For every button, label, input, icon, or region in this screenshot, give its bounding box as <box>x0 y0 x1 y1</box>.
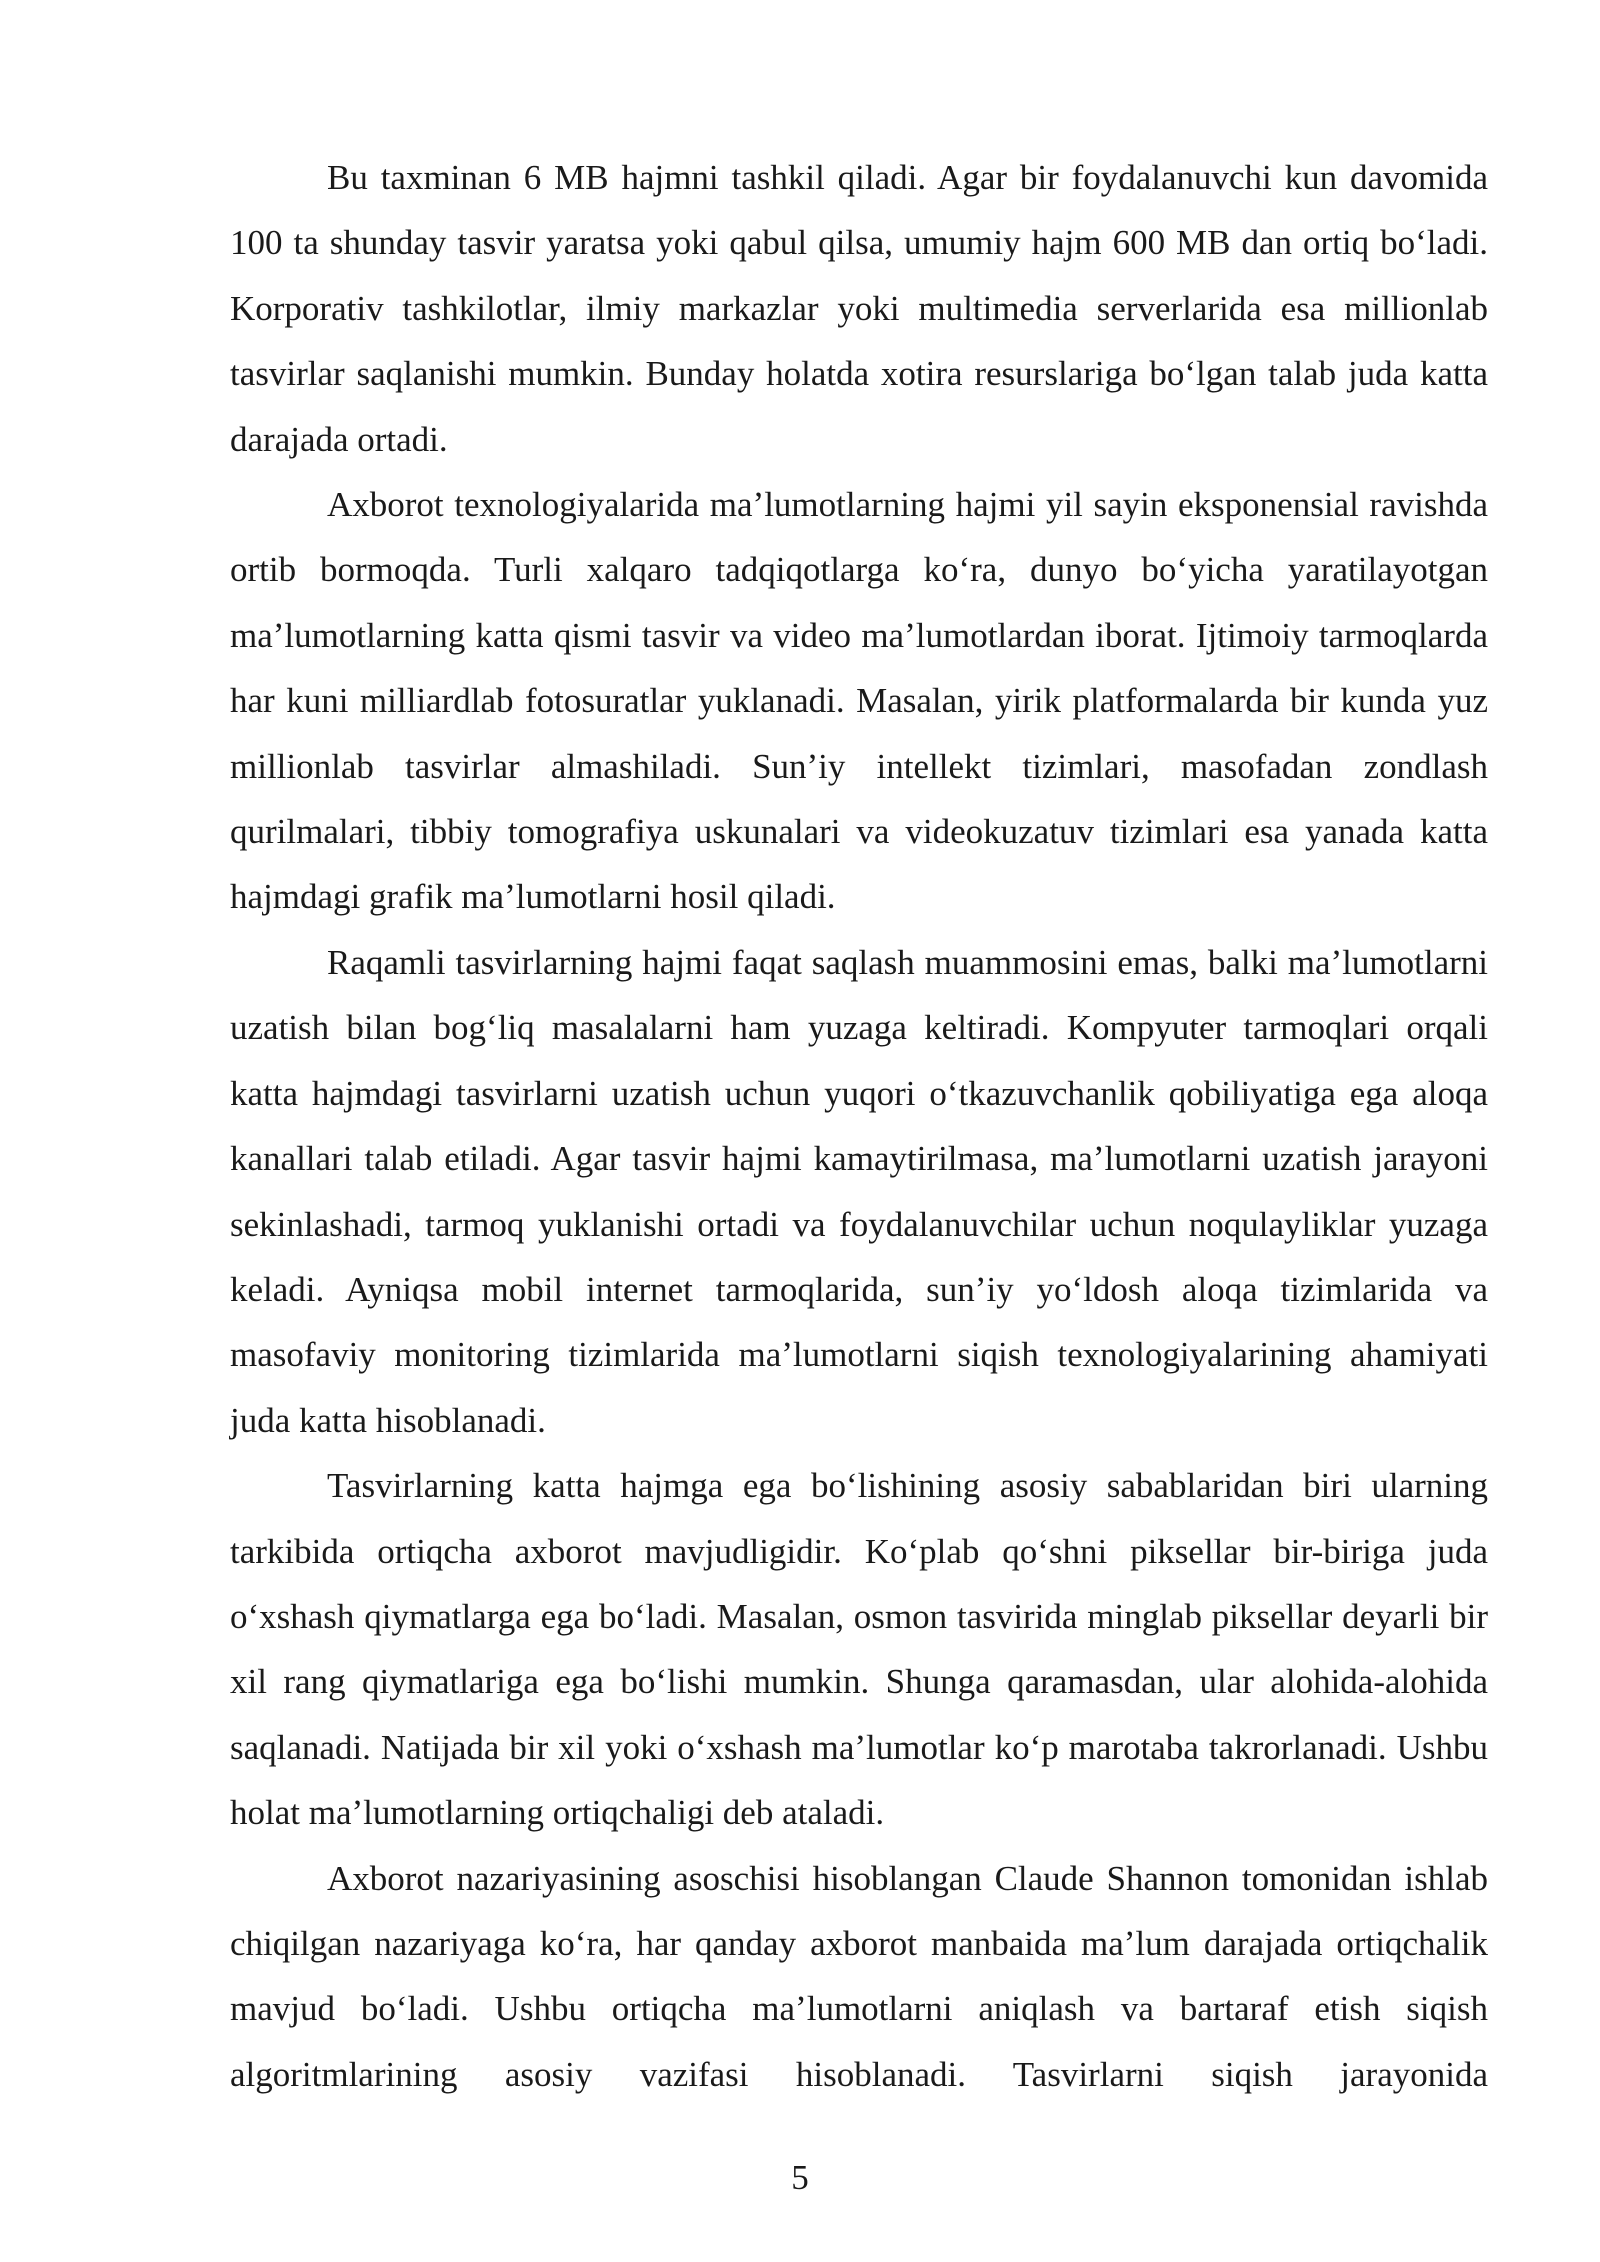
page-number: 5 <box>791 2158 809 2197</box>
paragraph-2: Axborot texnologiyalarida maʼlumotlarning hajmi yil sayin eksponensial ravishda ortib bormoqda. Turli xalqaro tadqiqotlarga koʻra, dunyo boʻyicha yaratilayotgan maʼlumotlarning katta qismi tasvir va video maʼlumotlardan iborat. Ijtimoiy tarmoqlarda har kuni milliardlab fotosuratlar yuklanadi. Masalan, yirik platformalarda bir kunda yuz millionlab tasvirlar almashiladi. Sunʼiy intellekt tizimlari, masofadan zondlash qurilmalari, tibbiy tomografiya uskunalari va videokuzatuv tizimlari esa yanada katta hajmdagi grafik maʼlumotlarni hosil qiladi. <box>230 485 1488 917</box>
paragraph-4: Tasvirlarning katta hajmga ega boʻlishining asosiy sabablaridan biri ularning tarkibida ortiqcha axborot mavjudligidir. Koʻplab qoʻshni piksellar bir-biriga juda oʻxshash qiymatlarga ega boʻladi. Masalan, osmon tasvirida minglab piksellar deyarli bir xil rang qiymatlariga ega boʻlishi mumkin. Shunga qaramasdan, ular alohida-alohida saqlanadi. Natijada bir xil yoki oʻxshash maʼlumotlar koʻp marotaba takrorlanadi. Ushbu holat maʼlumotlarning ortiqchaligi deb ataladi. <box>230 1466 1488 1833</box>
paragraph-1: Bu taxminan 6 MB hajmni tashkil qiladi. Agar bir foydalanuvchi kun davomida 100 ta shunday tasvir yaratsa yoki qabul qilsa, umumiy hajm 600 MB dan ortiq boʻladi. Korporativ tashkilotlar, ilmiy markazlar yoki multimedia serverlarida esa millionlab tasvirlar saqlanishi mumkin. Bunday holatda xotira resurslariga boʻlgan talab juda katta darajada ortadi. <box>230 158 1488 459</box>
paragraph-3: Raqamli tasvirlarning hajmi faqat saqlash muammosini emas, balki maʼlumotlarni uzatish bilan bogʻliq masalalarni ham yuzaga keltiradi. Kompyuter tarmoqlari orqali katta hajmdagi tasvirlarni uzatish uchun yuqori oʻtkazuvchanlik qobiliyatiga ega aloqa kanallari talab etiladi. Agar tasvir hajmi kamaytirilmasa, maʼlumotlarni uzatish jarayoni sekinlashadi, tarmoq yuklanishi ortadi va foydalanuvchilar uchun noqulayliklar yuzaga keladi. Ayniqsa mobil internet tarmoqlarida, sunʼiy yoʻldosh aloqa tizimlarida va masofaviy monitoring tizimlarida maʼlumotlarni siqish texnologiyalarining ahamiyati juda katta hisoblanadi. <box>230 942 1488 1440</box>
document-body <box>230 145 1488 2107</box>
paragraph-5: Axborot nazariyasining asoschisi hisoblangan Claude Shannon tomonidan ishlab chiqilgan nazariyaga koʻra, har qanday axborot manbaida maʼlum darajada ortiqchalik mavjud boʻladi. Ushbu ortiqcha maʼlumotlarni aniqlash va bartaraf etish siqish algoritmlarining asosiy vazifasi hisoblanadi. Tasvirlarni siqish jarayonida <box>230 1858 1488 2094</box>
